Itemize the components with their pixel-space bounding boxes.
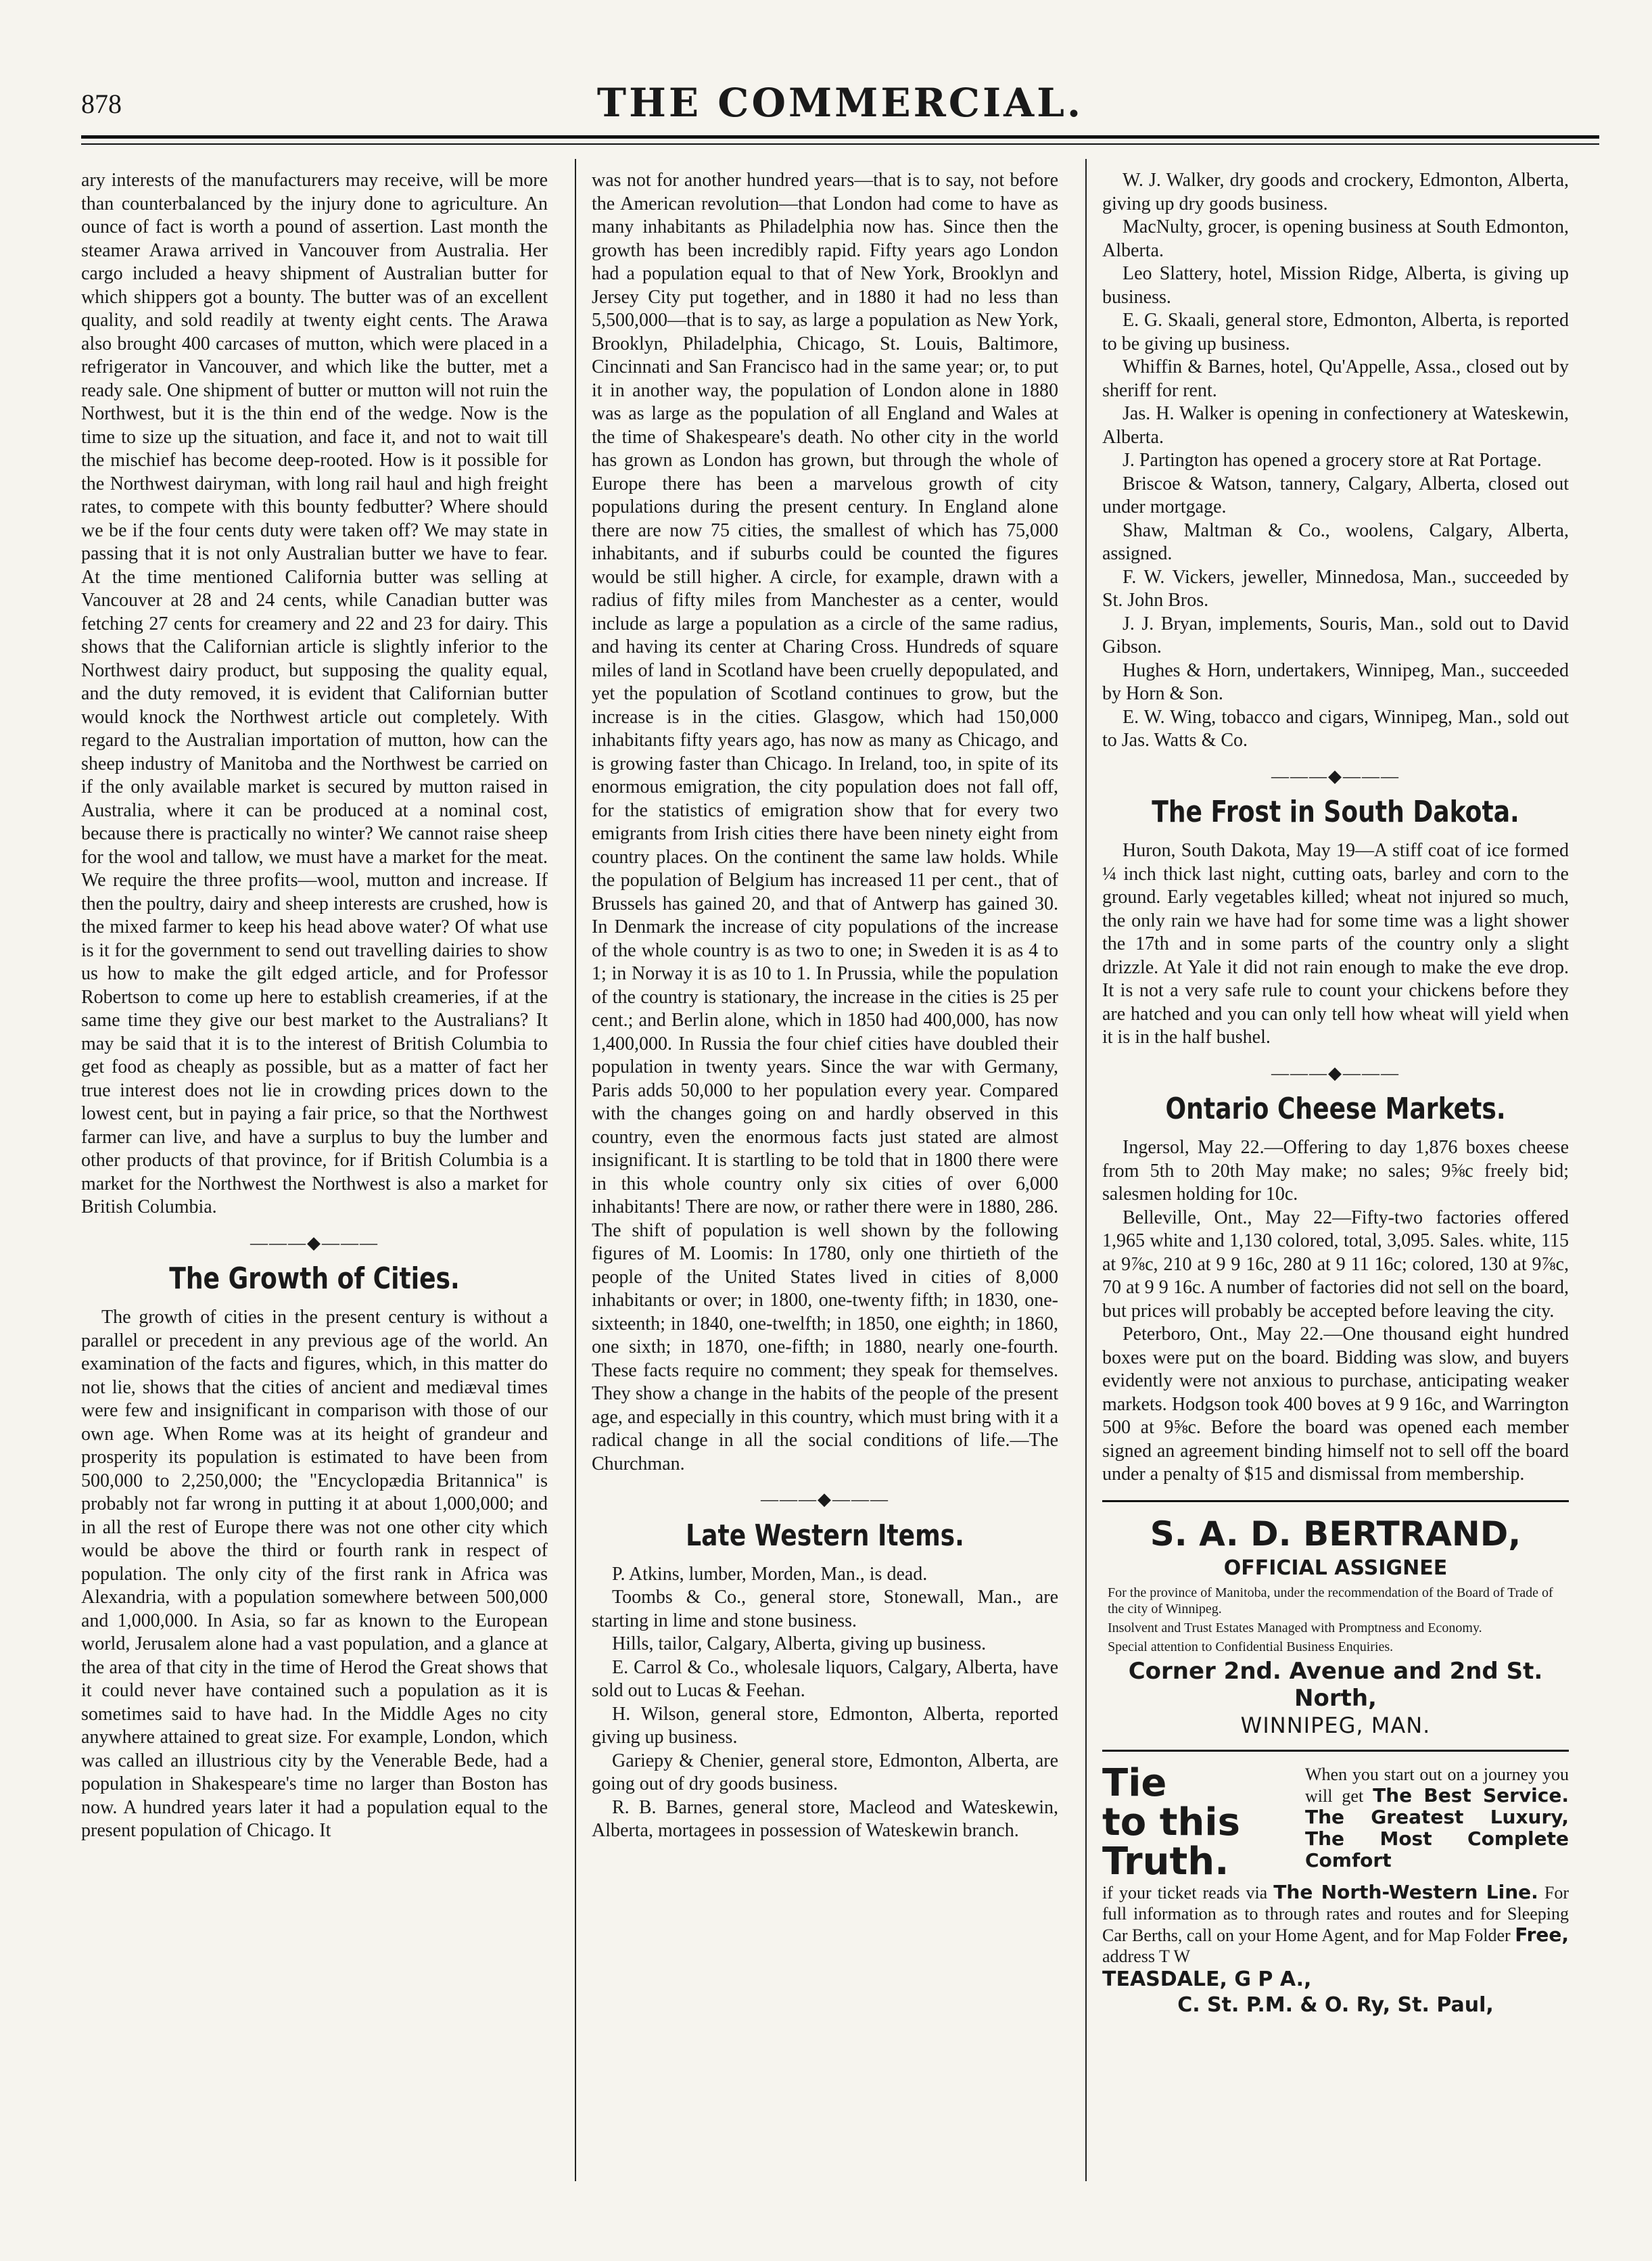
ad-text: For full information as to through rates and routes and for Sleeping Car Berths, call on your Home Agent, and for Map Folder xyxy=(1102,1882,1569,1945)
news-item: Gariepy & Chenier, general store, Edmonton, Alberta, are going out of dry goods business. xyxy=(592,1750,1058,1794)
article-paragraph: was not for another hundred years—that is to say, not before the American revolution—that London had come to have as many inhabitants as Philadelphia now has. Since then the growth has been incredibly rapid. Fifty years ago London had a population equal to that of New York, Brooklyn and Jersey City put together, and in 1880 it had no less than 5,500,000—that is to say, as large a population as New York, Brooklyn, Philadelphia, Chicago, St. Louis, Baltimore, Cincinnati and San Francisco had in the same year; or, to put it in another way, the population of London alone in 1880 was as large as the population of all England and Wales at the time of Shakespeare's death. No other city in the world has grown as London has grown, but through the whole of Europe there has been a marvelous growth of city populations during the present century. In England alone there are now 75 cities, the smallest of which has 75,000 inhabitants, and if suburbs could be counted the figures would be still higher. A circle, for example, drawn with a radius of fifty miles from Manchester as a center, would include as large a population as a circle of the same radius, and having its center at Charing Cross. Hundreds of square miles of land in Scotland have been cruelly depopulated, and yet the population of Scotland continues to grow, but the increase is in the cities. Glasgow, which had 150,000 inhabitants fifty years ago, has now as many as Chicago, and is growing faster than Chicago. In Ireland, too, in spite of its enormous emigration, the city population does not fall off, for the statistics of emigration show that for every two emigrants from Irish cities there have been ninety eight from country places. On the continent the same law holds. While the population of Belgium has increased 11 per cent., that of Brussels has gained 20, and that of Antwerp has gained 30. In Denmark the increase of city populations of the increase of the whole country is as two to one; in Sweden it is as 4 to 1; in Norway it is as 10 to 1. In Prussia, while the population of the country is stationary, the increase in the cities is 25 per cent.; and Berlin alone, which in 1850 had 400,000, has now 1,400,000. In Russia the four chief cities have doubled their population in twenty years. Since the war with Germany, Paris adds 50,000 to her population every year. Compared with the changes going on and hardly observed in this country, even the enormous facts just stated are almost insignificant. It is startling to be told that in 1800 there were in this whole country only six cities of over 6,000 inhabitants! There are now, or rather there were in 1880, 286. The shift of population is well shown by the following figures of M. Loomis: In 1780, only one thirtieth of the people of the United States lived in cities of 8,000 inhabitants or over; in 1800, one-twenty fifth; in 1830, one-sixteenth; in 1840, one-twelfth; in 1850, one eighth; in 1860, one sixth; in 1870, one-fifth; in 1880, nearly one-fourth. These facts require no comment; they speak for themselves. They show a change in the habits of the people of the present age, and especially in this country, which must bring with it a radical change in all the social conditions of life.—The Churchman. xyxy=(592,170,1058,1474)
ad-body xyxy=(1102,1882,1569,1967)
section-title-frost-south-dakota: The Frost in South Dakota. xyxy=(1152,795,1519,829)
ad-title: OFFICIAL ASSIGNEE xyxy=(1223,1556,1448,1580)
article-paragraph: ary interests of the manufacturers may receive, will be more than counterbalanced by the injury done to agriculture. An ounce of fact is worth a pound of assertion. Last month the steamer Arawa arrived in Vancouver from Australia. Her cargo included a heavy shipment of Australian butter for which shippers got a bounty. The butter was of an excellent quality, and sold readily at twenty eight cents. The Arawa also brought 400 carcases of mutton, which were placed in a refrigerator in Vancouver, and which like the butter, met a ready sale. One shipment of butter or mutton will not ruin the Northwest, but it is the thin end of the wedge. Now is the time to size up the situation, and face it, and not to wait till the mischief has become deep-rooted. How is it possible for the Northwest dairyman, with long rail haul and high freight rates, to compete with this bounty fedbutter? Where should we be if the four cents duty were taken off? We may state in passing that it is not only Australian butter we have to fear. At the time mentioned California butter was selling at Vancouver at 28 and 24 cents, while Canadian butter was fetching 27 cents for creamery and 22 and 23 for dairy. This shows that the Californian article is slightly inferior to the Northwest dairy product, but supposing the quality equal, and the duty removed, it is evident that Californian butter would knock the Northwest article out completely. With regard to the Australian importation of mutton, how can the sheep industry of Manitoba and the Northwest be carried on if the only available market is secured by mutton raised in Australia, where it can be produced at a nominal cost, because there is practically no winter? We cannot raise sheep for the wool and tallow, we must have a market for the meat. We require the three profits—wool, mutton and increase. If then the poultry, dairy and sheep interests are crushed, how is the mixed farmer to keep his head above water? Of what use is it for the government to send out travelling dairies to show us how to make the gilt edged article, and for Professor Robertson to come up here to establish creameries, if at the same time they give our best market to the Australians? It may be said that it is to the interest of British Columbia to get food as cheaply as possible, but as a matter of fact her true interest does not lie in crowding prices down to the lowest cent, but in paying a fair price, so that the Northwest farmer can live, and have a surplus to buy the lumber and other products of that province, for if British Columbia is a market for the Northwest the Northwest is also a market for British Columbia. xyxy=(81,170,548,1217)
news-item: E. G. Skaali, general store, Edmonton, Alberta, is reported to be giving up business. xyxy=(1102,310,1569,354)
ad-text: address T W xyxy=(1102,1946,1190,1966)
news-item: Briscoe & Watson, tannery, Calgary, Alberta, closed out under mortgage. xyxy=(1102,473,1569,517)
column-2 xyxy=(592,169,1058,1843)
news-item: MacNulty, grocer, is opening business at South Edmonton, Alberta. xyxy=(1102,216,1569,261)
news-item: Leo Slattery, hotel, Mission Ridge, Alberta, is giving up business. xyxy=(1102,263,1569,308)
ad-name: S. A. D. BERTRAND, xyxy=(1150,1514,1521,1554)
ad-text-bold: The North-Western Line. xyxy=(1273,1880,1538,1903)
news-item: Hughes & Horn, undertakers, Winnipeg, Man., succeeded by Horn & Son. xyxy=(1102,659,1569,704)
ad-line: For the province of Manitoba, under the recommendation of the Board of Trade of the city of Winnipeg. xyxy=(1108,1585,1553,1616)
page-number: 878 xyxy=(81,89,122,119)
column-3 xyxy=(1102,169,1569,2018)
news-item: H. Wilson, general store, Edmonton, Alberta, reported giving up business. xyxy=(592,1703,1058,1748)
column-1 xyxy=(81,169,548,1843)
market-report: Peterboro, Ont., May 22.—One thousand eight hundred boxes were put on the board. Bidding was slow, and buyers evidently were not anxious to purchase, anticipating weaker markets. Hodgson took 400 boves at 9 9 16c, and Warrington 500 at 9⅝c. Before the board was opened each member signed an agreement binding himself not to sell off the board under a penalty of $15 and dismissal from membership. xyxy=(1102,1324,1569,1485)
news-item: P. Atkins, lumber, Morden, Man., is dead. xyxy=(612,1563,928,1585)
section-title-growth-of-cities: The Growth of Cities. xyxy=(169,1261,460,1296)
section-divider: ———◆——— xyxy=(250,1232,379,1253)
news-item: Shaw, Maltman & Co., woolens, Calgary, Alberta, assigned. xyxy=(1102,519,1569,564)
market-report: Ingersol, May 22.—Offering to day 1,876 boxes cheese from 5th to 20th May make; no sales; 9⅝c freely bid; salesmen holding for 10c. xyxy=(1102,1137,1569,1205)
ad-slogan-line: Truth. xyxy=(1102,1839,1229,1884)
news-item: Jas. H. Walker is opening in confectionery at Wateskewin, Alberta. xyxy=(1102,403,1569,448)
ad-agent: TEASDALE, G P A., xyxy=(1102,1967,1312,1991)
news-item: R. B. Barnes, general store, Macleod and Wateskewin, Alberta, mortagees in possession of Wateskewin branch. xyxy=(592,1796,1058,1841)
ad-address: Corner 2nd. Avenue and 2nd St. North, xyxy=(1128,1657,1543,1712)
market-report: Belleville, Ont., May 22—Fifty-two factories offered 1,965 white and 1,130 colored, total, 3,095. Sales. white, 115 at 9⅞c, 210 at 9 9 16c, 280 at 9 11 16c; colored, 130 at 9⅞c, 70 at 9 9 16c. A number of factories did not sell on the board, but prices will probably be accepted before leaving the city. xyxy=(1102,1207,1569,1322)
news-item: J. Partington has opened a grocery store at Rat Portage. xyxy=(1123,450,1542,471)
article-paragraph: The growth of cities in the present century is without a parallel or precedent in any previous age of the world. An examination of the facts and figures, which, in this matter do not lie, shows that the cities of ancient and mediæval times were few and insignificant in comparison with those of our own age. When Rome was at its height of grandeur and prosperity its population is estimated to have been from 500,000 to 2,250,000; the "Encyclopædia Britannica" is probably not far wrong in putting it at about 1,000,000; and in all the rest of Europe there was not one other city which would be above the third or fourth rank in respect of population. The only city of the first rank in Africa was Alexandria, with a population somewhere between 500,000 and 1,000,000. In Asia, so far as known to the European world, Jerusalem alone had a vast population, and a glance at the area of that city in the time of Herod the Great shows that it could never have contained such a population as it is sometimes said to have had. In the Middle Ages no city anywhere attained to great size. For example, London, which was called an illustrious city by the Venerable Bede, had a population in Shakespeare's time no larger than Boston has now. A hundred years later it had a population equal to the present population of Chicago. It xyxy=(81,1307,548,1841)
section-title-late-western-items: Late Western Items. xyxy=(686,1518,964,1553)
column-divider xyxy=(575,159,576,2181)
ad-slogan xyxy=(1102,1761,1305,1884)
ad-text-bold: The Best Service. The Greatest Luxury, The Most Complete Comfort xyxy=(1305,1784,1569,1871)
column-divider xyxy=(1085,159,1087,2181)
section-divider: ———◆——— xyxy=(761,1489,889,1509)
advertisement-bertrand xyxy=(1102,1500,1569,1752)
ad-slogan-line: to this xyxy=(1102,1800,1240,1844)
news-item: E. Carrol & Co., wholesale liquors, Calgary, Alberta, have sold out to Lucas & Feehan. xyxy=(592,1656,1058,1701)
header-rule-thin xyxy=(81,143,1599,145)
news-item: Whiffin & Barnes, hotel, Qu'Appelle, Assa., closed out by sheriff for rent. xyxy=(1102,356,1569,401)
news-item: W. J. Walker, dry goods and crockery, Edmonton, Alberta, giving up dry goods business. xyxy=(1102,170,1569,214)
ad-text: When you start out on a journey you will get xyxy=(1305,1764,1569,1806)
section-divider: ———◆——— xyxy=(1271,766,1400,786)
news-item: Hills, tailor, Calgary, Alberta, giving up business. xyxy=(612,1633,987,1654)
masthead: THE COMMERCIAL. xyxy=(596,80,1084,126)
news-item: E. W. Wing, tobacco and cigars, Winnipeg, Man., sold out to Jas. Watts & Co. xyxy=(1102,706,1569,751)
header-rule xyxy=(81,135,1599,139)
ad-line: Insolvent and Trust Estates Managed with Promptness and Economy. xyxy=(1108,1620,1482,1635)
page-header xyxy=(81,80,1599,127)
section-title-ontario-cheese: Ontario Cheese Markets. xyxy=(1165,1092,1506,1126)
ad-line: Special attention to Confidential Business Enquiries. xyxy=(1108,1639,1394,1654)
ad-text: if your ticket reads via xyxy=(1102,1882,1268,1903)
article-paragraph: Huron, South Dakota, May 19—A stiff coat of ice formed ¼ inch thick last night, cutting oats, barley and corn to the ground. Early vegetables killed; wheat not injured so much, the only rain we have had for some time was a light shower the 17th and in some parts of the country only a slight drizzle. At Yale it did not rain enough to make the eve drop. It is not a very safe rule to count your chickens before they are hatched and you can only tell how wheat will yield when it is in the half bushel. xyxy=(1102,840,1569,1048)
ad-pitch xyxy=(1305,1764,1569,1882)
ad-railway-name: C. St. P.M. & O. Ry, St. Paul, xyxy=(1177,1992,1494,2017)
advertisement-north-western xyxy=(1102,1761,1570,2018)
news-item: Toombs & Co., general store, Stonewall, Man., are starting in lime and stone business. xyxy=(592,1587,1058,1631)
ad-slogan-line: Tie xyxy=(1102,1761,1167,1805)
news-item: F. W. Vickers, jeweller, Minnedosa, Man., succeeded by St. John Bros. xyxy=(1102,566,1569,611)
news-item: J. J. Bryan, implements, Souris, Man., sold out to David Gibson. xyxy=(1102,613,1569,657)
ad-text-bold: Free, xyxy=(1515,1923,1570,1946)
section-divider: ———◆——— xyxy=(1271,1063,1400,1083)
ad-city: WINNIPEG, MAN. xyxy=(1240,1712,1431,1738)
